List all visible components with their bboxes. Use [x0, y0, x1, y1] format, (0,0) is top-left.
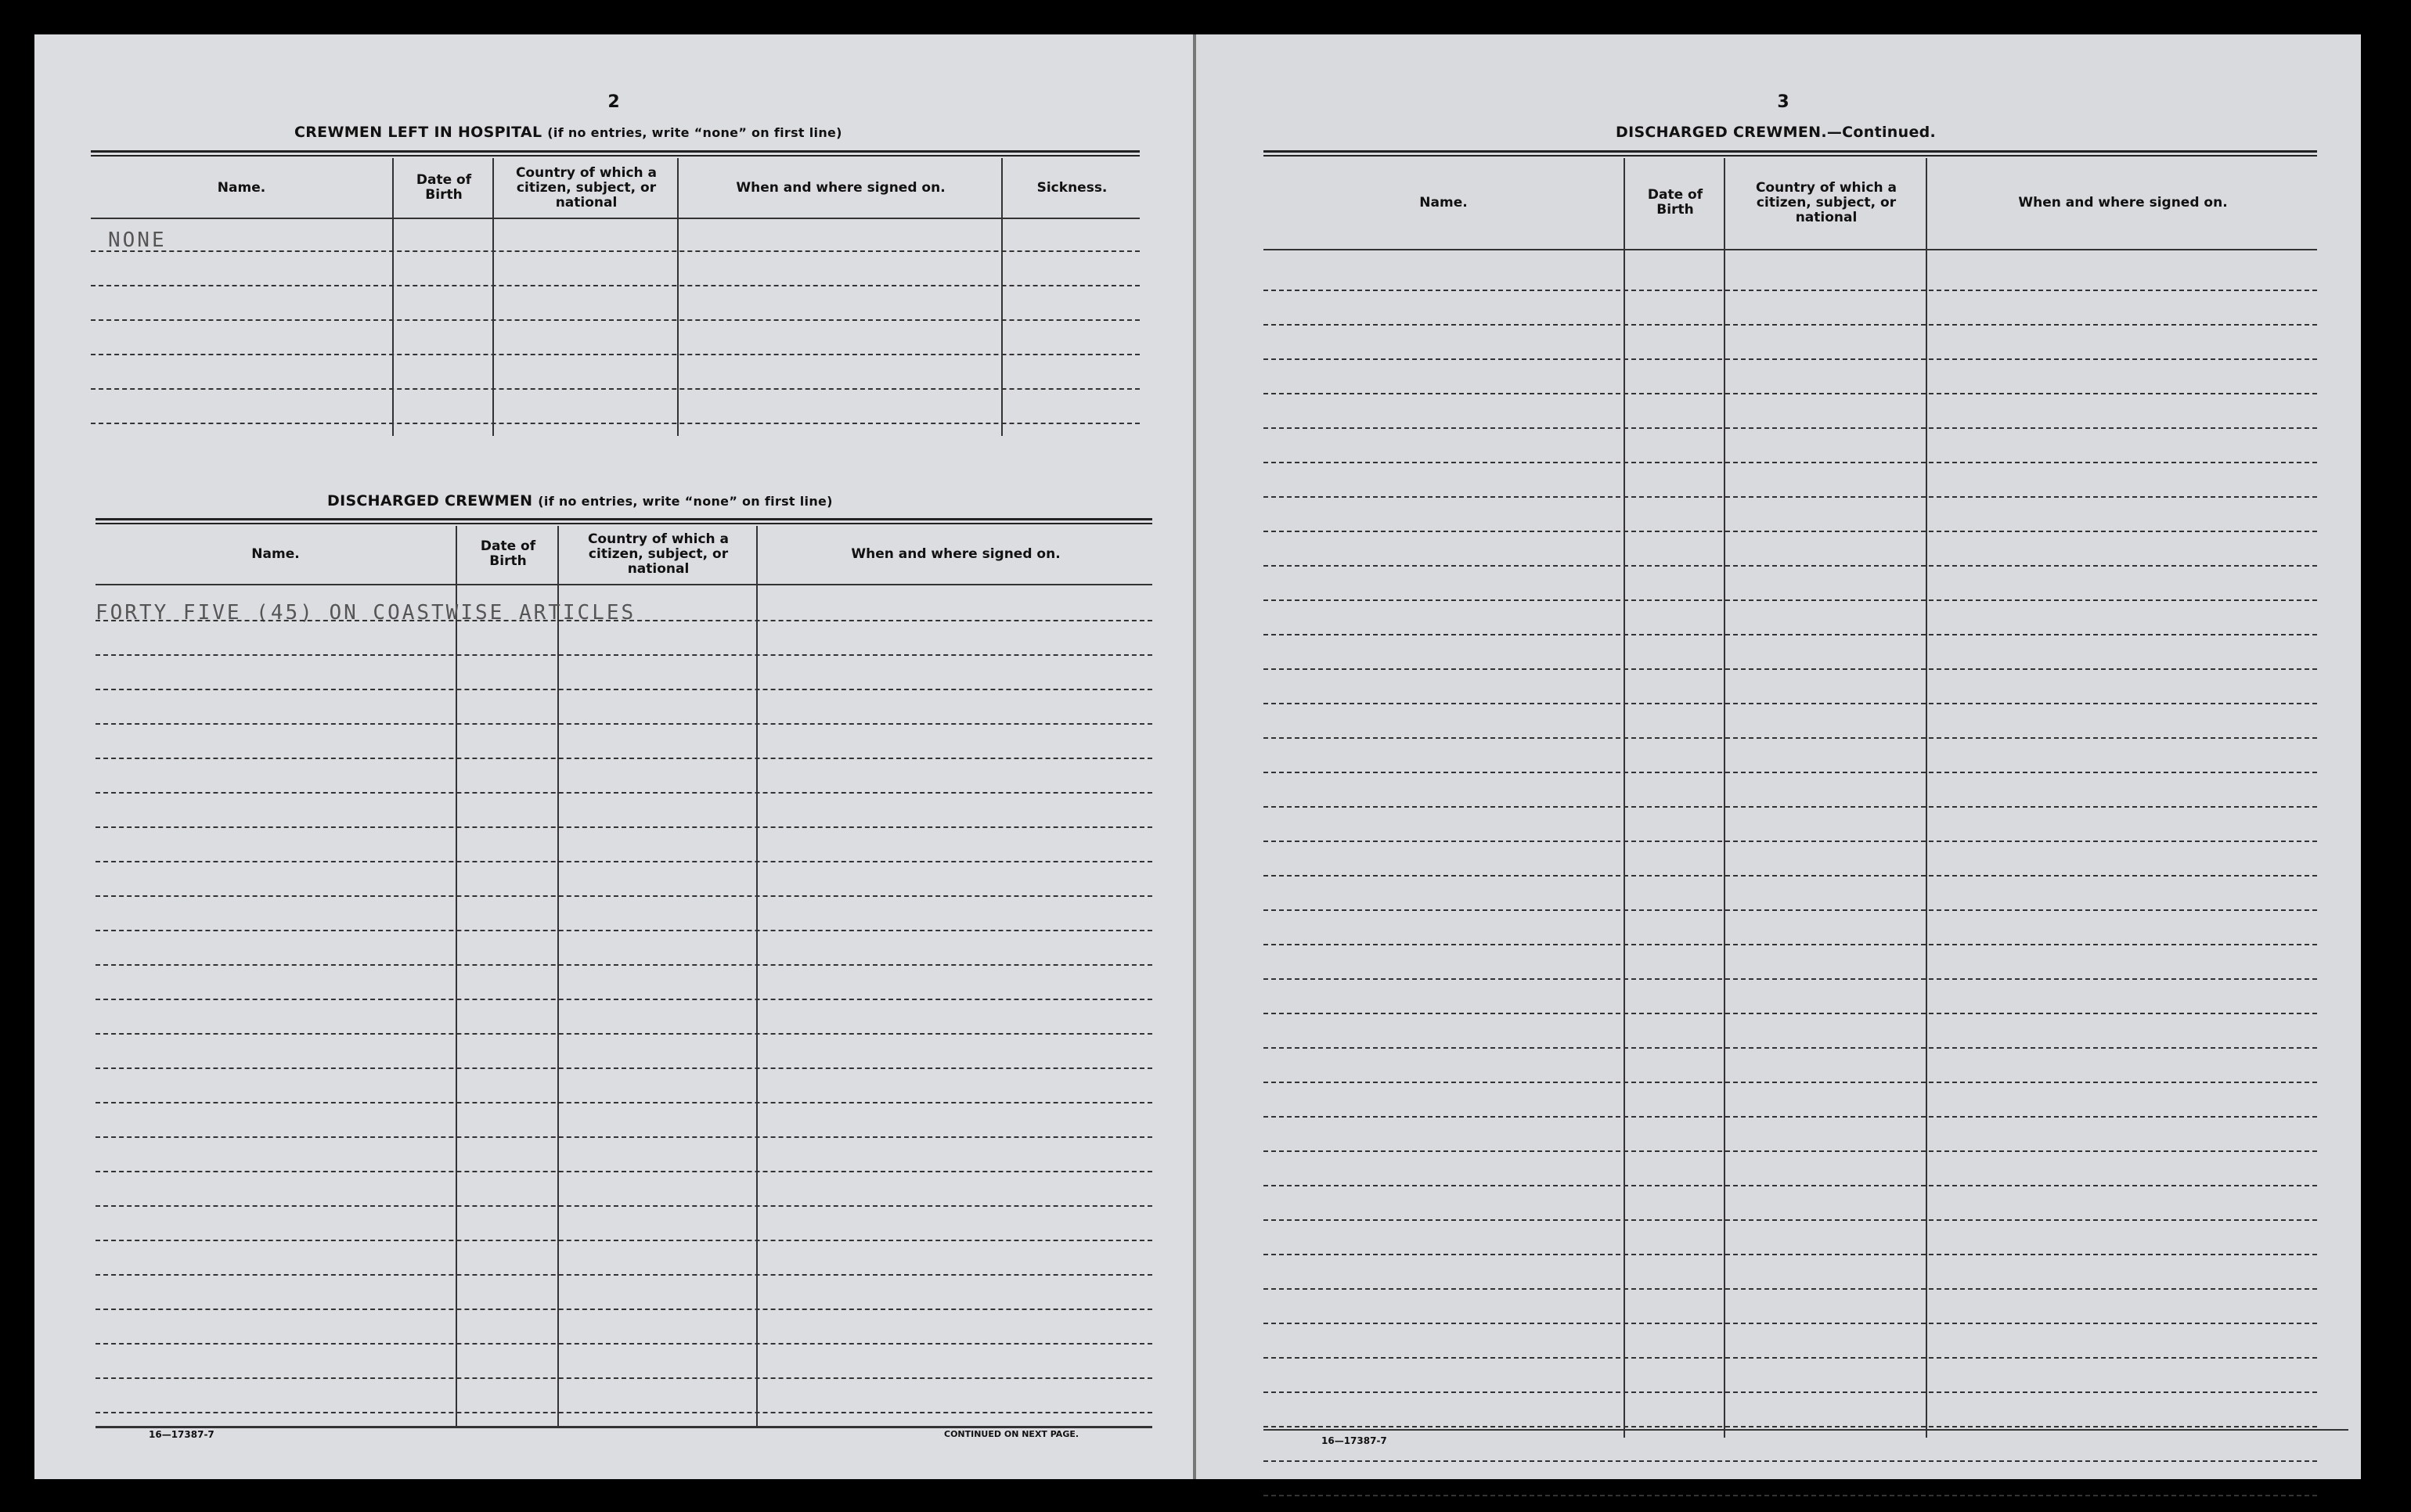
ruled-line — [96, 964, 1152, 966]
ruled-line — [1263, 634, 2317, 635]
ruled-line — [1263, 531, 2317, 532]
ruled-line — [1263, 1219, 2317, 1221]
ruled-line — [1263, 1460, 2317, 1462]
continued-note: CONTINUED ON NEXT PAGE. — [944, 1429, 1079, 1439]
ruled-line — [1263, 290, 2317, 291]
discharged-section-title — [327, 492, 833, 509]
page-number: 2 — [607, 92, 620, 112]
ruled-line — [1263, 1391, 2317, 1393]
ruled-line — [96, 792, 1152, 794]
ruled-line — [96, 1205, 1152, 1207]
ruled-line — [96, 1240, 1152, 1241]
hospital-header-signed-on: When and where signed on. — [736, 179, 946, 196]
ruled-line — [96, 1102, 1152, 1103]
continued-header-name: Name. — [1419, 194, 1468, 211]
page-number: 3 — [1777, 92, 1789, 112]
ruled-line — [1263, 806, 2317, 808]
ruled-line — [96, 1171, 1152, 1172]
ruled-line — [1263, 1116, 2317, 1118]
ruled-line — [1263, 496, 2317, 498]
ruled-line — [1263, 1013, 2317, 1014]
ruled-line — [1263, 393, 2317, 394]
hospital-title: CREWMEN LEFT IN HOSPITAL — [294, 124, 542, 141]
ruled-line — [1263, 875, 2317, 877]
ruled-line — [1263, 944, 2317, 945]
hospital-header-name: Name. — [217, 179, 266, 196]
ruled-line — [1263, 1185, 2317, 1186]
ruled-line — [1263, 1150, 2317, 1152]
ruled-line — [96, 861, 1152, 862]
ruled-line — [1263, 599, 2317, 601]
ruled-line — [96, 930, 1152, 931]
hospital-header-sickness: Sickness. — [1036, 179, 1108, 196]
ruled-line — [96, 1136, 1152, 1138]
ruled-line — [1263, 1426, 2317, 1427]
right-page — [1196, 34, 2361, 1479]
continued-header-dob: Date of Birth — [1647, 187, 1703, 218]
ruled-line — [96, 620, 1152, 621]
ruled-line — [96, 689, 1152, 690]
ruled-line — [96, 723, 1152, 725]
ruled-line — [1263, 1495, 2317, 1496]
ruled-line — [1263, 909, 2317, 911]
ruled-line — [1263, 1323, 2317, 1324]
ruled-line — [1263, 1288, 2317, 1290]
ruled-line — [96, 654, 1152, 656]
discharged-table — [96, 518, 1152, 1426]
continued-header-country: Country of which a citizen, subject, or national — [1755, 179, 1897, 225]
continued-header-signed-on: When and where signed on. — [2018, 194, 2228, 211]
ruled-line — [96, 1343, 1152, 1345]
discharged-title: DISCHARGED CREWMEN — [327, 492, 533, 509]
hospital-table — [91, 150, 1140, 471]
ruled-line — [1263, 462, 2317, 463]
ruled-line — [1263, 772, 2317, 773]
hospital-header-country: Country of which a citizen, subject, or national — [515, 164, 658, 211]
form-code: 16—17387-7 — [149, 1429, 214, 1440]
ruled-line — [1263, 427, 2317, 429]
ruled-line — [1263, 737, 2317, 739]
ruled-line — [96, 1033, 1152, 1035]
ruled-line — [1263, 1047, 2317, 1049]
ruled-line — [96, 1412, 1152, 1413]
discharged-continued-table — [1263, 150, 2317, 1434]
discharged-header-dob: Date of Birth — [480, 538, 536, 569]
hospital-note: (if no entries, write “none” on first line) — [547, 125, 842, 140]
ruled-line — [1263, 978, 2317, 980]
continued-title: DISCHARGED CREWMEN.—Continued. — [1616, 124, 1937, 141]
ruled-line — [1263, 703, 2317, 704]
ruled-line — [96, 1067, 1152, 1069]
discharged-header-country: Country of which a citizen, subject, or national — [587, 531, 730, 577]
ruled-line — [96, 826, 1152, 828]
form-code: 16—17387-7 — [1321, 1435, 1387, 1446]
ruled-line — [96, 1274, 1152, 1276]
ruled-line — [1263, 358, 2317, 360]
ruled-line — [96, 895, 1152, 897]
ruled-line — [96, 1377, 1152, 1379]
left-page — [34, 34, 1193, 1479]
ruled-line — [96, 758, 1152, 759]
ruled-line — [1263, 1357, 2317, 1359]
discharged-entry: FORTY FIVE (45) ON COASTWISE ARTICLES — [96, 601, 636, 625]
ruled-line — [96, 999, 1152, 1000]
discharged-header-signed-on: When and where signed on. — [851, 545, 1061, 562]
hospital-section-title — [294, 124, 842, 141]
ruled-line — [1263, 1254, 2317, 1255]
ruled-line — [96, 1309, 1152, 1310]
ruled-line — [1263, 841, 2317, 842]
ruled-line — [1263, 565, 2317, 567]
hospital-header-dob: Date of Birth — [416, 172, 472, 203]
discharged-header-name: Name. — [251, 545, 300, 562]
discharged-note: (if no entries, write “none” on first line) — [538, 494, 833, 509]
hospital-entry-none: NONE — [108, 229, 167, 252]
ruled-line — [1263, 324, 2317, 326]
ruled-line — [1263, 1082, 2317, 1083]
ruled-line — [1263, 668, 2317, 670]
